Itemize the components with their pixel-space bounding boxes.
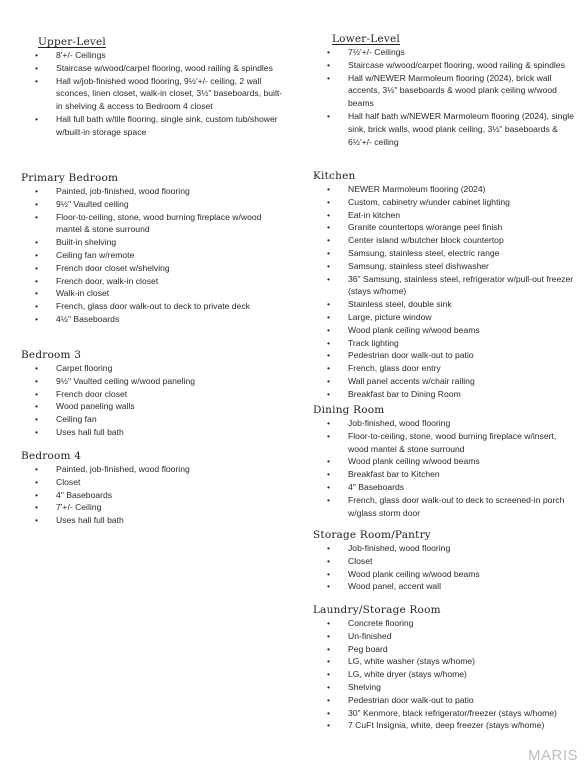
list-item: • 7 CuFt Insignia, white, deep freezer (stays w/home) bbox=[313, 719, 576, 732]
list-item: • French door, walk-in closet bbox=[21, 275, 283, 288]
list-item: • Wall panel accents w/chair railing bbox=[313, 375, 576, 388]
list-item: • 7½'+/- Ceilings bbox=[313, 46, 576, 59]
section-title: Upper-Level bbox=[38, 36, 106, 48]
list-item: • Pedestrian door walk-out to patio bbox=[313, 694, 576, 707]
list-item: • 30" Kenmore, black refrigerator/freezer (stays w/home) bbox=[313, 707, 576, 720]
section-lower-level bbox=[313, 32, 576, 148]
list-item: • Closet bbox=[21, 476, 283, 489]
section-dining-room bbox=[313, 403, 576, 519]
list-item: • Job-finished, wood flooring bbox=[313, 542, 576, 555]
list-item: • Wood panel, accent wall bbox=[313, 580, 576, 593]
maris-watermark: MARIS bbox=[527, 747, 578, 764]
list-item: • Custom, cabinetry w/under cabinet lighting bbox=[313, 196, 576, 209]
list-item: • Job-finished, wood flooring bbox=[313, 417, 576, 430]
list-item: • Built-in shelving bbox=[21, 236, 283, 249]
list-item: • 4" Baseboards bbox=[313, 481, 576, 494]
list-item: • Carpet flooring bbox=[21, 362, 283, 375]
list-item: • 8'+/- Ceilings bbox=[21, 49, 283, 62]
list-item: • LG, white washer (stays w/home) bbox=[313, 655, 576, 668]
list-item: • Closet bbox=[313, 555, 576, 568]
list-item: • Uses hall full bath bbox=[21, 426, 283, 439]
section-title: Primary Bedroom bbox=[21, 172, 119, 184]
list-item: • Hall w/job-finished wood flooring, 9½'+/- ceiling, 2 wall sconces, linen closet, walk-in closet, 3½" baseboards, built-in shelving & access to Bedroom 4 closet bbox=[21, 75, 283, 113]
list-item: • Granite countertops w/orange peel finish bbox=[313, 221, 576, 234]
list-item: • Painted, job-finished, wood flooring bbox=[21, 463, 283, 476]
section-title: Lower-Level bbox=[332, 33, 400, 45]
bullet-list bbox=[21, 362, 283, 439]
section-laundry-storage-room bbox=[313, 603, 576, 732]
list-item: • Concrete flooring bbox=[313, 617, 576, 630]
list-item: • 4½" Baseboards bbox=[21, 313, 283, 326]
list-item: • 36" Samsung, stainless steel, refrigerator w/pull-out freezer (stays w/home) bbox=[313, 273, 576, 299]
list-item: • Wood plank ceiling w/wood beams bbox=[313, 324, 576, 337]
list-item: • Wood paneling walls bbox=[21, 400, 283, 413]
list-item: • Pedestrian door walk-out to patio bbox=[313, 349, 576, 362]
list-item: • Staircase w/wood/carpet flooring, wood railing & spindles bbox=[313, 59, 576, 72]
list-item: • Center island w/butcher block countertop bbox=[313, 234, 576, 247]
list-item: • Peg board bbox=[313, 643, 576, 656]
bullet-list bbox=[313, 617, 576, 732]
section-primary-bedroom bbox=[21, 171, 283, 326]
list-item: • Walk-in closet bbox=[21, 287, 283, 300]
section-title: Bedroom 4 bbox=[21, 450, 82, 462]
list-item: • Uses hall full bath bbox=[21, 514, 283, 527]
section-title: Dining Room bbox=[313, 404, 385, 416]
list-item: • Stainless steel, double sink bbox=[313, 298, 576, 311]
list-item: • Staircase w/wood/carpet flooring, wood railing & spindles bbox=[21, 62, 283, 75]
list-item: • Hall full bath w/tile flooring, single sink, custom tub/shower w/built-in storage space bbox=[21, 113, 283, 139]
list-item: • French, glass door entry bbox=[313, 362, 576, 375]
list-item: • Shelving bbox=[313, 681, 576, 694]
list-item: • French, glass door walk-out to deck to screened-in porch w/glass storm door bbox=[313, 494, 576, 520]
bullet-list bbox=[313, 183, 576, 401]
list-item: • Samsung, stainless steel dishwasher bbox=[313, 260, 576, 273]
list-item: • French door closet w/shelving bbox=[21, 262, 283, 275]
bullet-list bbox=[21, 49, 283, 139]
section-storage-room-pantry bbox=[313, 528, 576, 593]
list-item: • Ceiling fan w/remote bbox=[21, 249, 283, 262]
list-item: • NEWER Marmoleum flooring (2024) bbox=[313, 183, 576, 196]
list-item: • 4" Baseboards bbox=[21, 489, 283, 502]
bullet-list bbox=[21, 185, 283, 326]
section-title: Storage Room/Pantry bbox=[313, 529, 431, 541]
list-item: • Wood plank ceiling w/wood beams bbox=[313, 455, 576, 468]
section-title: Bedroom 3 bbox=[21, 349, 82, 361]
section-bedroom-4 bbox=[21, 449, 283, 527]
bullet-list bbox=[313, 46, 576, 148]
list-item: • Eat-in kitchen bbox=[313, 209, 576, 222]
list-item: • LG, white dryer (stays w/home) bbox=[313, 668, 576, 681]
section-kitchen bbox=[313, 169, 576, 401]
list-item: • Breakfast bar to Kitchen bbox=[313, 468, 576, 481]
section-title: Kitchen bbox=[313, 170, 356, 182]
section-title: Laundry/Storage Room bbox=[313, 604, 441, 616]
list-item: • Hall half bath w/NEWER Marmoleum flooring (2024), single sink, brick walls, wood plank ceiling, 3½" baseboards & 6½'+/- ceiling bbox=[313, 110, 576, 148]
list-item: • Track lighting bbox=[313, 337, 576, 350]
list-item: • Hall w/NEWER Marmoleum flooring (2024), brick wall accents, 3½" baseboards & wood plank ceiling w/wood beams bbox=[313, 72, 576, 110]
list-item: • 9½" Vaulted ceiling bbox=[21, 198, 283, 211]
list-item: • 7'+/- Ceiling bbox=[21, 501, 283, 514]
list-item: • Floor-to-ceiling, stone, wood burning fireplace w/wood mantel & stone surround bbox=[21, 211, 283, 237]
bullet-list bbox=[313, 417, 576, 519]
list-item: • Large, picture window bbox=[313, 311, 576, 324]
list-item: • Ceiling fan bbox=[21, 413, 283, 426]
section-bedroom-3 bbox=[21, 348, 283, 439]
list-item: • Un-finished bbox=[313, 630, 576, 643]
list-item: • 9½" Vaulted ceiling w/wood paneling bbox=[21, 375, 283, 388]
list-item: • Breakfast bar to Dining Room bbox=[313, 388, 576, 401]
list-item: • Wood plank ceiling w/wood beams bbox=[313, 568, 576, 581]
bullet-list bbox=[313, 542, 576, 593]
list-item: • Samsung, stainless steel, electric range bbox=[313, 247, 576, 260]
list-item: • French door closet bbox=[21, 388, 283, 401]
list-item: • Painted, job-finished, wood flooring bbox=[21, 185, 283, 198]
list-item: • Floor-to-ceiling, stone, wood burning fireplace w/insert, wood mantel & stone surround bbox=[313, 430, 576, 456]
list-item: • French, glass door walk-out to deck to private deck bbox=[21, 300, 283, 313]
section-upper-level bbox=[21, 35, 283, 139]
bullet-list bbox=[21, 463, 283, 527]
